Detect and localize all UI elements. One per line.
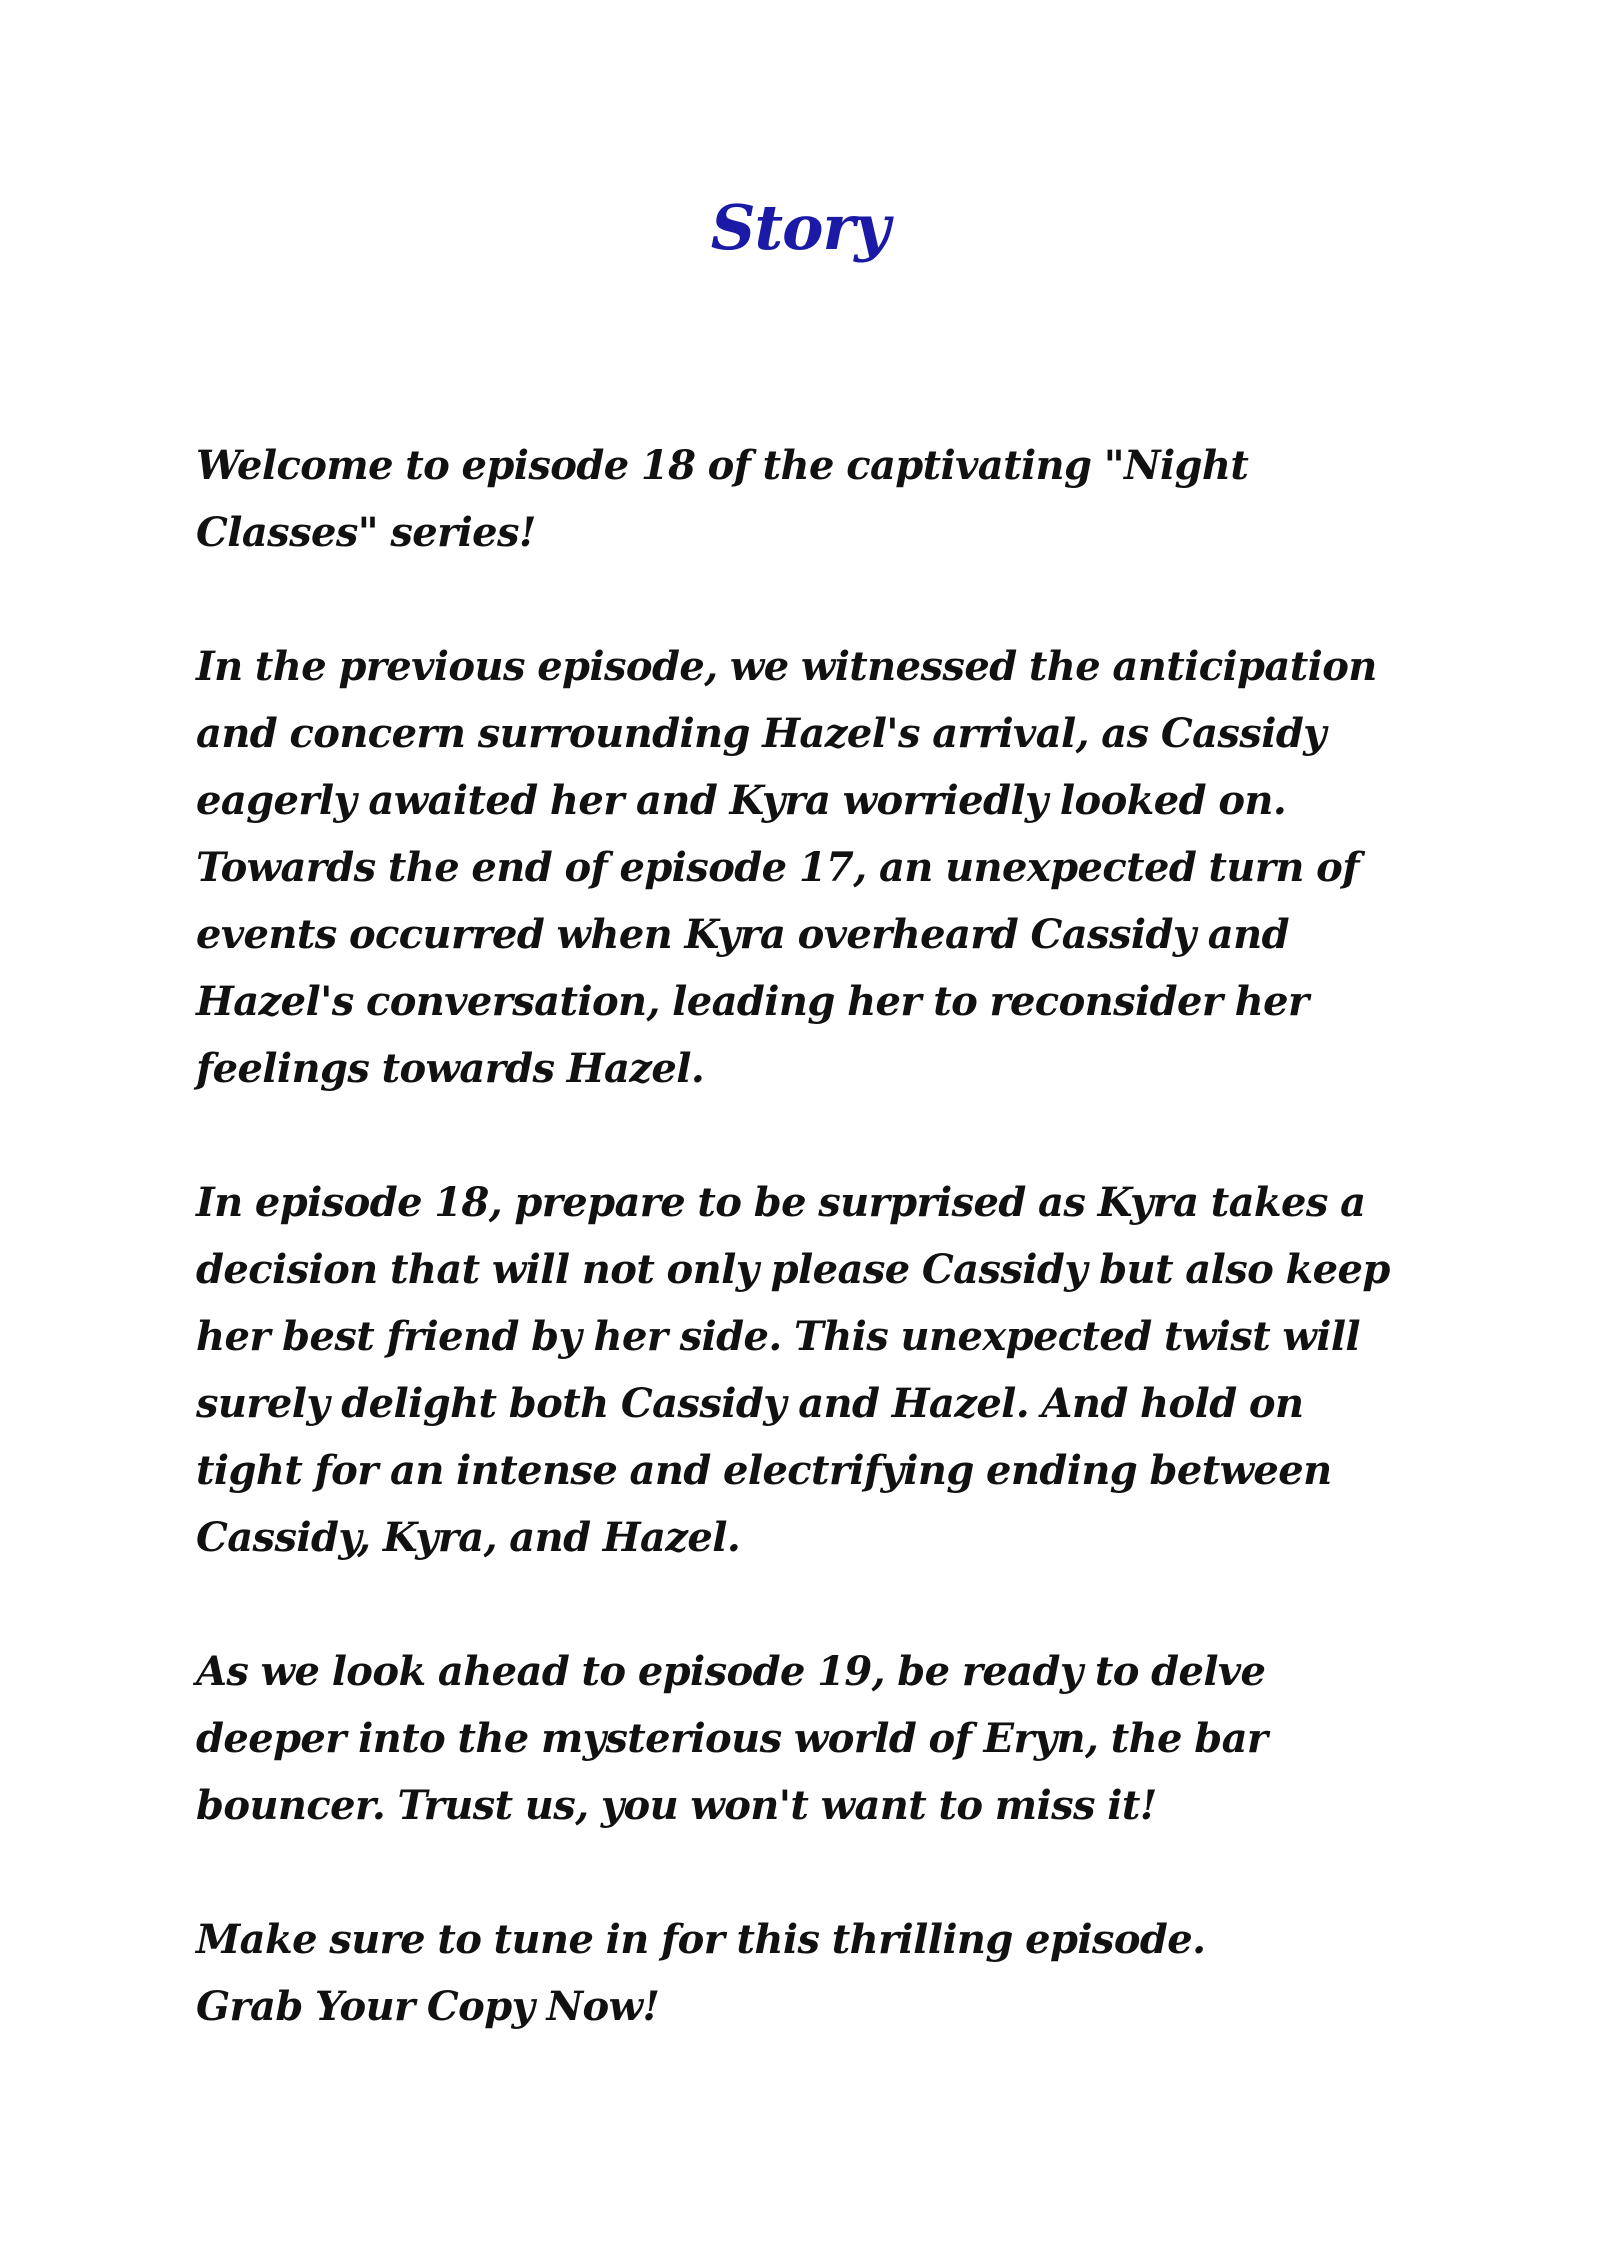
current-episode-paragraph: In episode 18, prepare to be surprised as Kyra takes a decision that will not only please Cassidy but also keep her best friend by her side. This unexpected twist will surely delight both Cassidy and Hazel. And hold on tight for an intense and electrifying ending between Cassidy, Kyra, and Hazel. — [196, 1179, 1390, 1561]
call-to-action-line: Grab Your Copy Now! — [196, 1983, 660, 2030]
closing-paragraph — [196, 1906, 1421, 2040]
story-body — [196, 432, 1421, 2040]
next-episode-paragraph: As we look ahead to episode 19, be ready to delve deeper into the mysterious world of Eryn, the bar bouncer. Trust us, you won't want to miss it! — [196, 1648, 1268, 1829]
page-title: Story — [710, 191, 890, 264]
tune-in-line: Make sure to tune in for this thrilling episode. — [196, 1916, 1206, 1963]
previous-episode-paragraph: In the previous episode, we witnessed the anticipation and concern surrounding Hazel's arrival, as Cassidy eagerly awaited her and Kyra worriedly looked on. Towards the end of episode 17, an unexpected turn of events occurred when Kyra overheard Cassidy and Hazel's conversation, leading her to reconsider her feelings towards Hazel. — [196, 643, 1377, 1092]
intro-paragraph: Welcome to episode 18 of the captivating "Night Classes" series! — [196, 442, 1249, 556]
